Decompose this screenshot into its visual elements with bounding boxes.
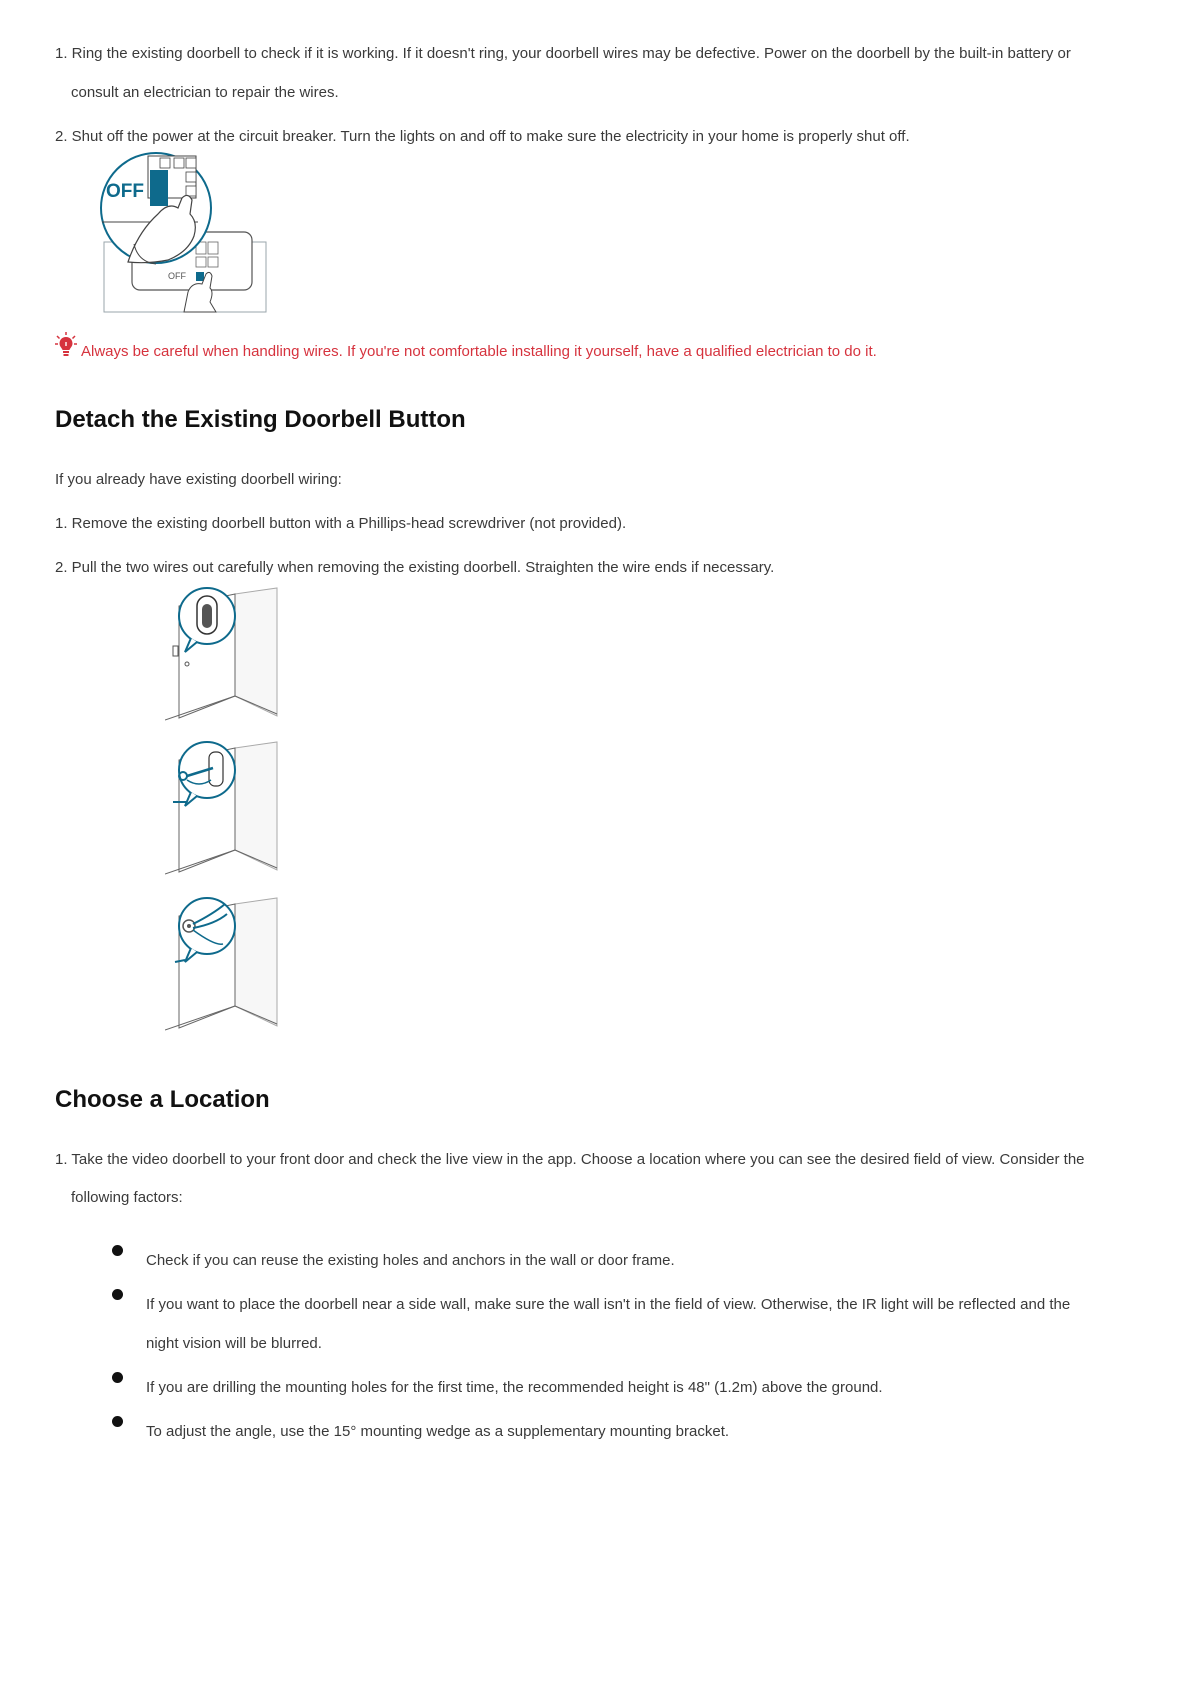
circuit-breaker-illustration — [98, 152, 273, 314]
small-off-label: OFF — [168, 271, 186, 281]
location-step-1-line-2: following factors: — [71, 1189, 183, 1206]
location-bullet-2-line-2: night vision will be blurred. — [146, 1335, 322, 1352]
bullet-marker — [112, 1289, 123, 1300]
prep-step-2: 2. Shut off the power at the circuit breaker. Turn the lights on and off to make sure the electricity in your home is properly shut off. — [55, 128, 910, 145]
location-bullet-2-line-1: If you want to place the doorbell near a side wall, make sure the wall isn't in the field of view. Otherwise, the IR light will be reflected and the — [146, 1296, 1071, 1313]
detach-step-2: 2. Pull the two wires out carefully when removing the existing doorbell. Straighten the wire ends if necessary. — [55, 559, 775, 576]
prep-step-1-line-2: consult an electrician to repair the wires. — [71, 84, 339, 101]
prep-step-1-line-1: 1. Ring the existing doorbell to check if it is working. If it doesn't ring, your doorbell wires may be defective. Power on the doorbell by the built-in battery or — [55, 45, 1071, 62]
unscrew-doorbell-illustration — [165, 740, 279, 876]
location-bullet-1: Check if you can reuse the existing holes and anchors in the wall or door frame. — [146, 1252, 675, 1269]
lightbulb-warning-icon — [55, 332, 77, 358]
location-bullet-4: To adjust the angle, use the 15° mounting wedge as a supplementary mounting bracket. — [146, 1423, 730, 1440]
bullet-marker — [112, 1416, 123, 1427]
detach-intro: If you already have existing doorbell wiring: — [55, 471, 342, 488]
detach-section-title: Detach the Existing Doorbell Button — [55, 406, 466, 433]
location-bullet-3: If you are drilling the mounting holes for the first time, the recommended height is 48" (1.2m) above the ground. — [146, 1379, 883, 1396]
warning-text: Always be careful when handling wires. If you're not comfortable installing it yourself, have a qualified electrician to do it. — [81, 343, 877, 360]
bullet-marker — [112, 1245, 123, 1256]
detach-step-1: 1. Remove the existing doorbell button with a Phillips-head screwdriver (not provided). — [55, 515, 627, 532]
bullet-marker — [112, 1372, 123, 1383]
doorbell-on-wall-illustration — [165, 586, 279, 722]
location-step-1-line-1: 1. Take the video doorbell to your front door and check the live view in the app. Choose a location where you can see the desired field of view. Consider the — [55, 1151, 1085, 1168]
location-section-title: Choose a Location — [55, 1086, 270, 1113]
pull-wires-illustration — [165, 896, 279, 1032]
big-off-label: OFF — [106, 181, 144, 202]
